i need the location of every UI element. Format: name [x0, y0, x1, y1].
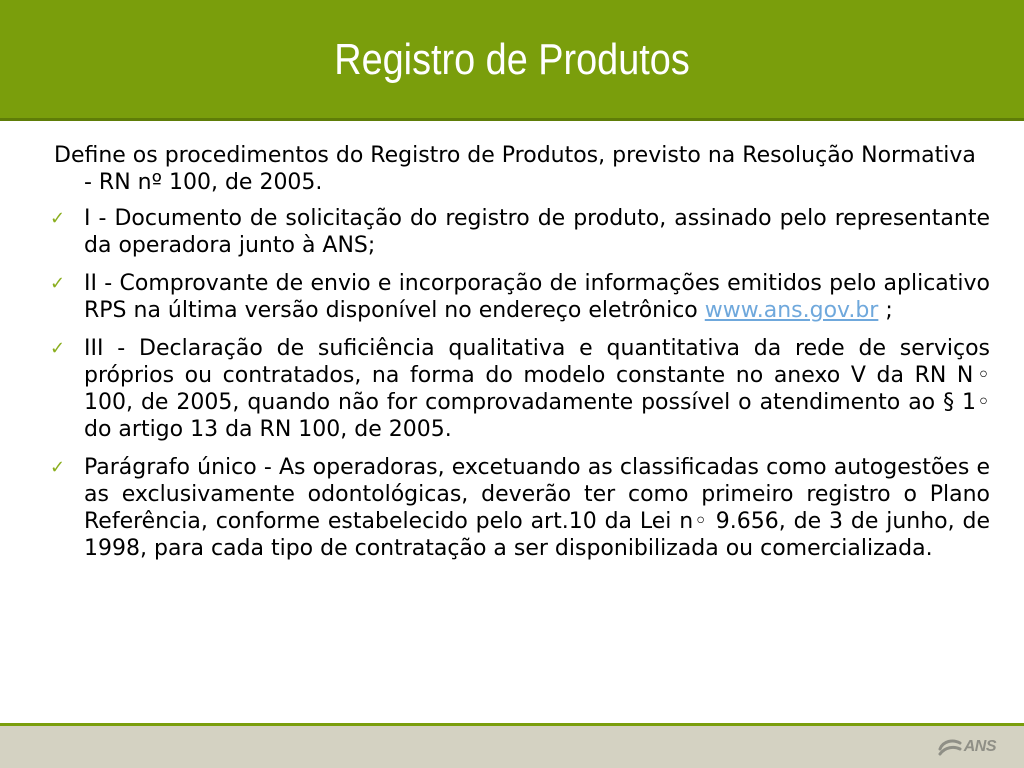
checkmark-icon: ✓ [50, 273, 66, 294]
list-item [50, 335, 990, 443]
checkmark-icon: ✓ [50, 457, 66, 478]
ans-logo-icon [937, 735, 963, 759]
list-item [50, 205, 990, 259]
checkmark-icon: ✓ [50, 338, 66, 359]
checkmark-icon: ✓ [50, 208, 66, 229]
slide-content [50, 142, 990, 573]
footer-bar [0, 726, 1024, 768]
list-item [50, 454, 990, 562]
list-item [50, 270, 990, 324]
list-item-text: III - Declaração de suficiência qualitativa e quantitativa da rede de serviços próprios ou contratados, na forma do modelo constante no anexo V da RN N◦ 100, de 2005, quando não for comprovadamente possível o atendimento ao § 1◦ do artigo 13 da RN 100, de 2005. [84, 336, 990, 442]
ans-logo-text: ANS [963, 738, 996, 755]
list-item-text: II - Comprovante de envio e incorporação de informações emitidos pelo aplicativo RPS na última versão disponível no endereço eletrônico [84, 271, 990, 323]
ans-logo [937, 735, 996, 759]
list-item-text: Parágrafo único - As operadoras, excetuando as classificadas como autogestões e as exclusivamente odontológicas, deverão ter como primeiro registro o Plano Referência, conforme estabelecido pelo art.10 da Lei n◦ 9.656, de 3 de junho, de 1998, para cada tipo de contratação a ser disponibilizada ou comercializada. [84, 455, 990, 561]
intro-paragraph: Define os procedimentos do Registro de Produtos, previsto na Resolução Normativa - RN nº 100, de 2005. [54, 143, 976, 195]
list-item-text: I - Documento de solicitação do registro de produto, assinado pelo representante da operadora junto à ANS; [84, 206, 990, 258]
title-bar [0, 0, 1024, 121]
ans-website-link[interactable]: www.ans.gov.br [704, 298, 879, 323]
list-item-text-end: ; [878, 298, 893, 323]
slide-title: Registro de Produtos [334, 35, 690, 84]
